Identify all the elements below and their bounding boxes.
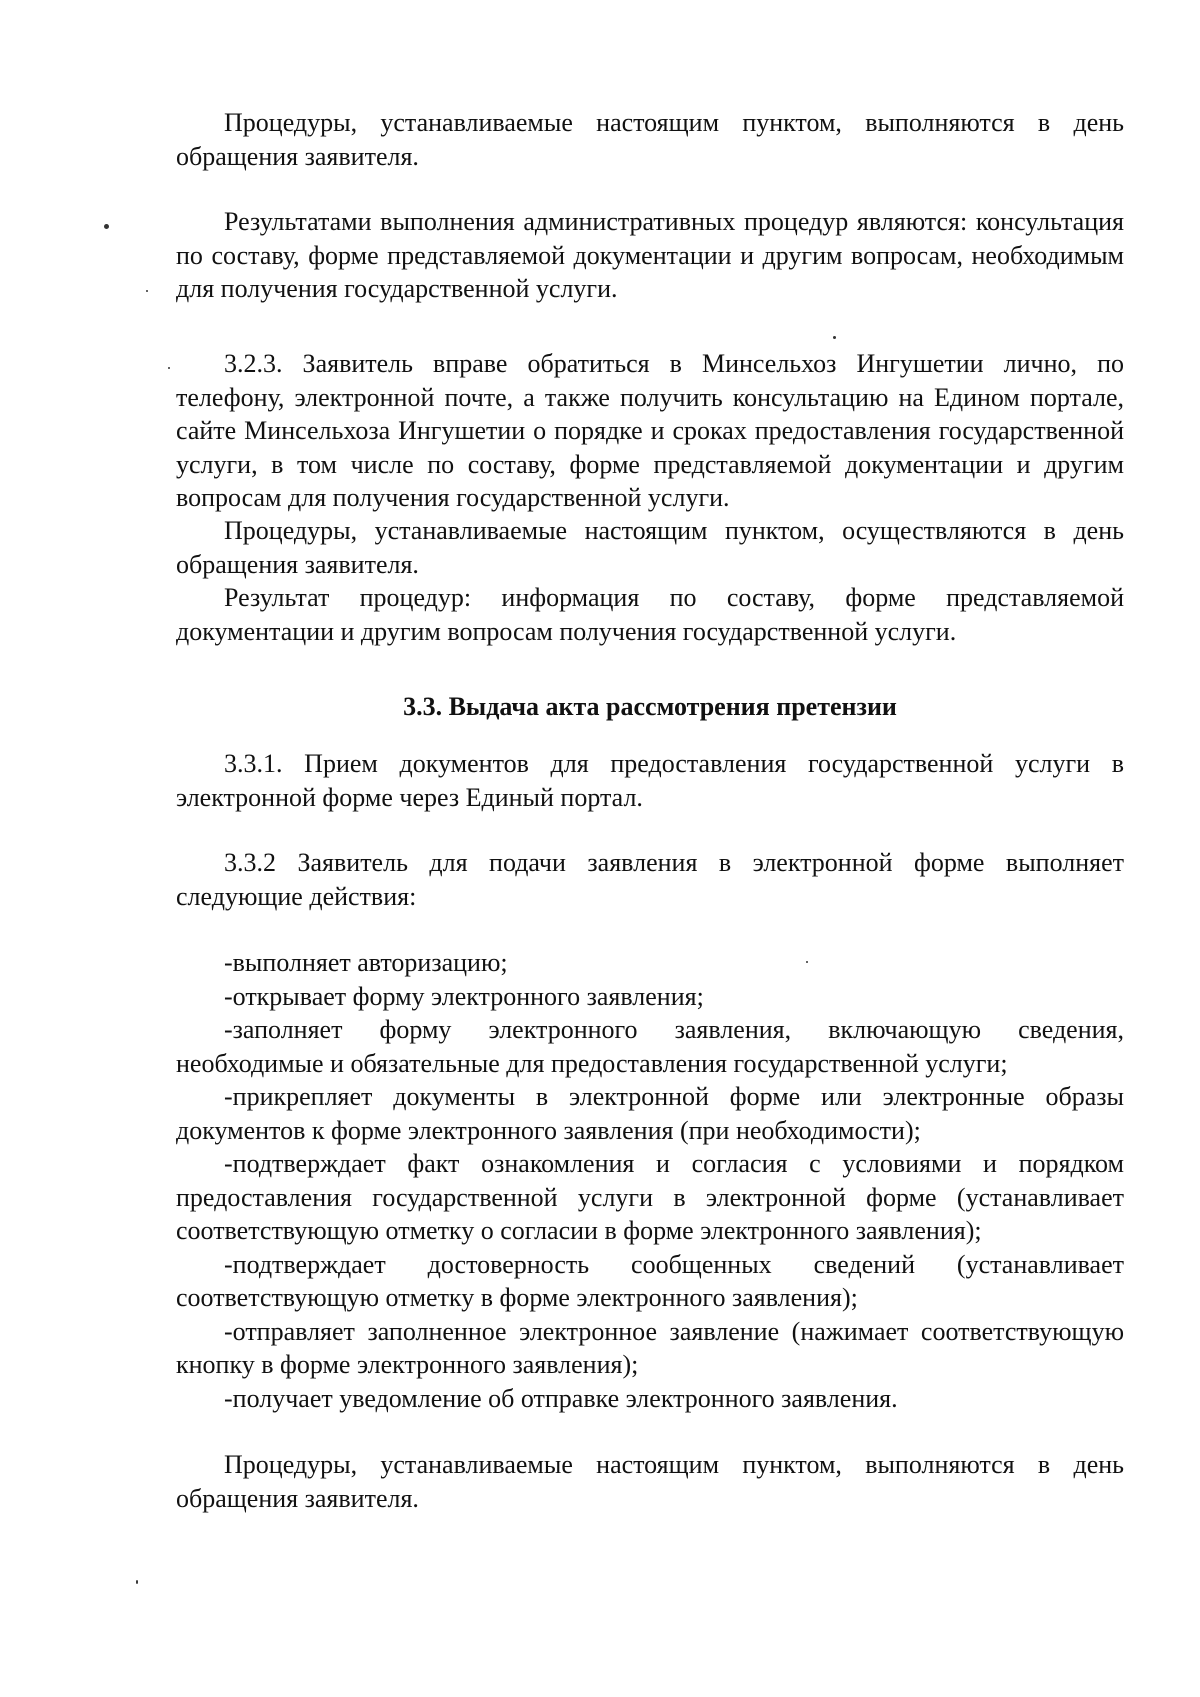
- list-item: -отправляет заполненное электронное заявление (нажимает соответствующую кнопку в форме электронного заявления);: [176, 1316, 1124, 1379]
- list-item: -подтверждает достоверность сообщенных сведений (устанавливает соответствующую отметку в форме электронного заявления);: [176, 1249, 1124, 1312]
- scan-speck: [104, 224, 109, 229]
- paragraph-procedures-1: Процедуры, устанавливаемые настоящим пунктом, выполняются в день обращения заявителя.: [176, 108, 1124, 171]
- paragraph-3-3-1: 3.3.1. Прием документов для предоставления государственной услуги в электронной форме через Единый портал.: [176, 749, 1124, 812]
- list-item: -выполняет авторизацию;: [224, 948, 508, 977]
- paragraph-results: Результатами выполнения административных процедур являются: консультация по составу, форме представляемой документации и другим вопросам, необходимым для получения государственной услуги.: [176, 207, 1124, 303]
- paragraph-result-procedures: Результат процедур: информация по составу, форме представляемой документации и другим вопросам получения государственной услуги.: [176, 583, 1124, 646]
- actions-list: [176, 946, 1124, 1415]
- list-item: -заполняет форму электронного заявления, включающую сведения, необходимые и обязательные для предоставления государственной услуги;: [176, 1015, 1124, 1078]
- scan-speck: [168, 367, 170, 369]
- scan-speck: [146, 290, 148, 292]
- scan-speck: [136, 1580, 138, 1584]
- paragraph-3-2-3: 3.2.3. Заявитель вправе обратиться в Минсельхоз Ингушетии лично, по телефону, электронной почте, а также получить консультацию на Едином портале, сайте Минсельхоза Ингушетии о порядке и сроках предоставления государственной услуги, в том числе по составу, форме представляемой документации и другим вопросам для получения государственной услуги.: [176, 349, 1124, 512]
- paragraph-procedures-3: Процедуры, устанавливаемые настоящим пунктом, выполняются в день обращения заявителя.: [176, 1450, 1124, 1513]
- section-heading: 3.3. Выдача акта рассмотрения претензии: [403, 692, 897, 721]
- paragraph-3-3-2: 3.3.2 Заявитель для подачи заявления в электронной форме выполняет следующие действия:: [176, 848, 1124, 911]
- scan-speck: [806, 961, 808, 963]
- list-item: -открывает форму электронного заявления;: [224, 981, 704, 1011]
- paragraph-procedures-2: Процедуры, устанавливаемые настоящим пунктом, осуществляются в день обращения заявителя.: [176, 516, 1124, 579]
- list-item: -подтверждает факт ознакомления и согласия с условиями и порядком предоставления государственной услуги в электронной форме (устанавливает соответствующую отметку о согласии в форме электронного заявления);: [176, 1149, 1124, 1245]
- list-item: -получает уведомление об отправке электронного заявления.: [224, 1383, 898, 1413]
- list-item: -прикрепляет документы в электронной форме или электронные образы документов к форме электронного заявления (при необходимости);: [176, 1082, 1124, 1145]
- scan-speck: [833, 336, 836, 339]
